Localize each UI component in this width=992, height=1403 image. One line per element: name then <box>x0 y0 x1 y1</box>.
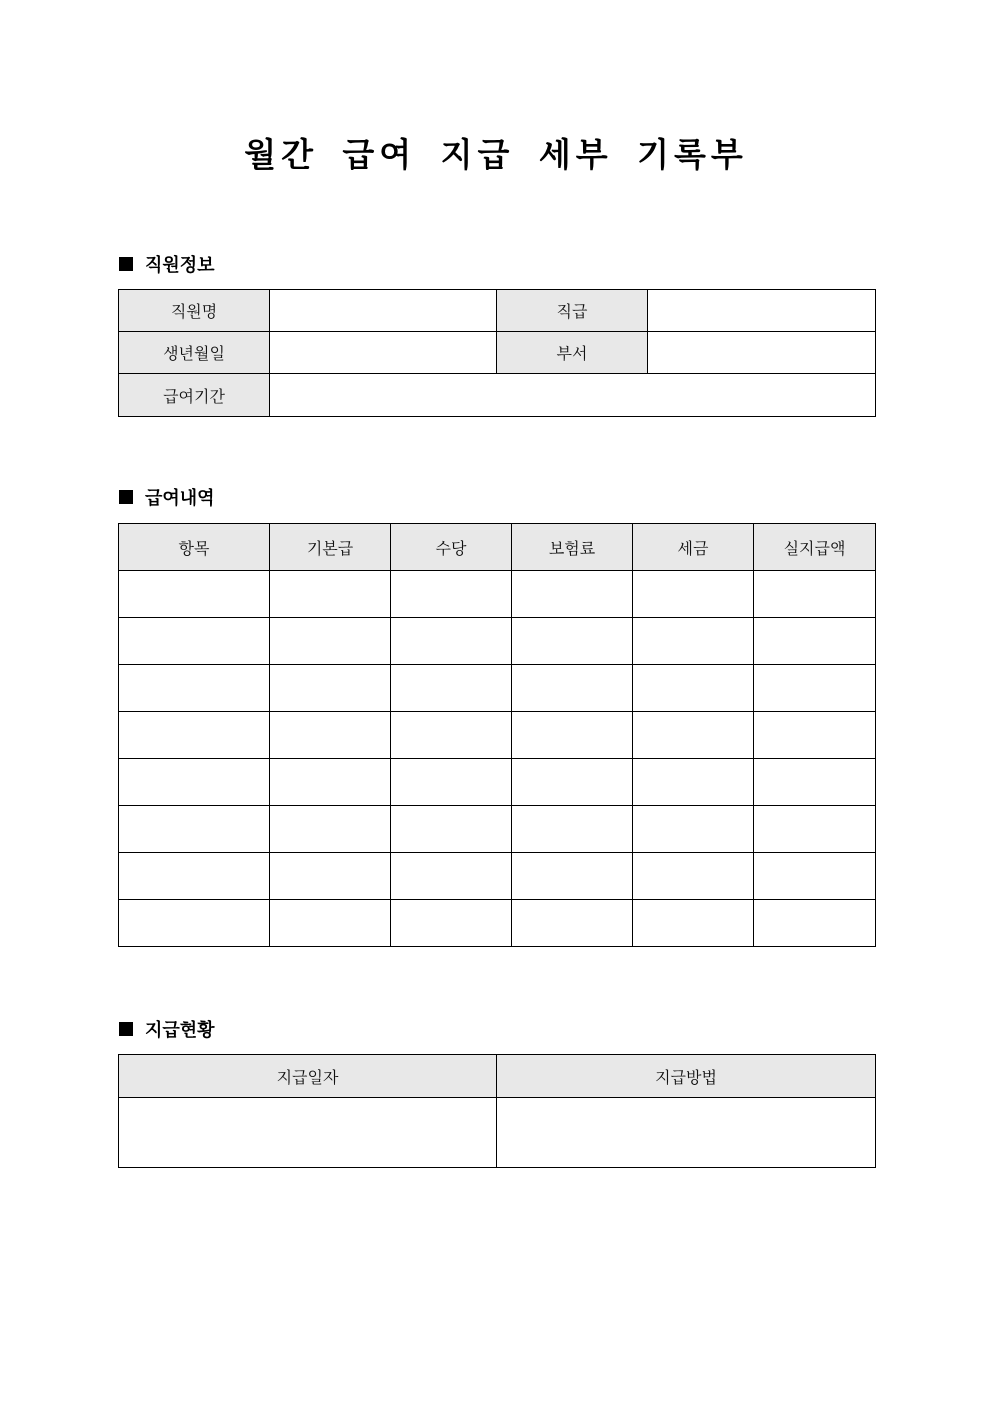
payment-status-heading-text: 지급현황 <box>145 1020 215 1041</box>
square-bullet-icon <box>119 257 133 271</box>
table-cell[interactable] <box>633 900 754 947</box>
table-row <box>119 665 876 712</box>
table-cell[interactable] <box>512 759 633 806</box>
table-cell[interactable] <box>270 665 391 712</box>
table-cell[interactable] <box>270 900 391 947</box>
table-cell[interactable] <box>119 806 270 853</box>
payment-status-header-row <box>119 1055 876 1098</box>
table-cell[interactable] <box>119 853 270 900</box>
table-cell[interactable] <box>633 712 754 759</box>
column-header-net-pay: 실지급액 <box>754 524 876 571</box>
table-cell[interactable] <box>270 759 391 806</box>
table-row <box>119 900 876 947</box>
table-cell[interactable] <box>391 618 512 665</box>
table-cell[interactable] <box>119 618 270 665</box>
column-header-insurance: 보험료 <box>512 524 633 571</box>
table-cell[interactable] <box>754 712 876 759</box>
table-row <box>119 853 876 900</box>
table-cell[interactable] <box>270 618 391 665</box>
pay-details-table <box>118 523 876 947</box>
column-header-base-pay: 기본급 <box>270 524 391 571</box>
position-value[interactable] <box>648 290 876 332</box>
employee-info-row-2 <box>119 332 876 374</box>
page-title: 월간 급여 지급 세부 기록부 <box>244 135 748 174</box>
payment-method-value[interactable] <box>497 1098 876 1168</box>
table-cell[interactable] <box>512 618 633 665</box>
table-cell[interactable] <box>754 665 876 712</box>
column-header-payment-date: 지급일자 <box>119 1055 497 1098</box>
table-cell[interactable] <box>633 665 754 712</box>
pay-details-heading-text: 급여내역 <box>145 488 215 509</box>
table-cell[interactable] <box>119 571 270 618</box>
table-cell[interactable] <box>391 712 512 759</box>
table-cell[interactable] <box>754 806 876 853</box>
table-cell[interactable] <box>512 900 633 947</box>
table-cell[interactable] <box>633 853 754 900</box>
table-cell[interactable] <box>119 665 270 712</box>
position-label: 직급 <box>497 290 648 332</box>
column-header-item: 항목 <box>119 524 270 571</box>
table-row <box>119 759 876 806</box>
table-cell[interactable] <box>633 618 754 665</box>
table-cell[interactable] <box>270 571 391 618</box>
employee-info-heading-text: 직원정보 <box>145 255 215 276</box>
birthdate-value[interactable] <box>270 332 497 374</box>
table-row <box>119 712 876 759</box>
name-label: 직원명 <box>119 290 270 332</box>
table-cell[interactable] <box>754 853 876 900</box>
table-cell[interactable] <box>512 806 633 853</box>
table-cell[interactable] <box>754 571 876 618</box>
table-cell[interactable] <box>512 853 633 900</box>
table-cell[interactable] <box>391 759 512 806</box>
column-header-allowance: 수당 <box>391 524 512 571</box>
table-cell[interactable] <box>391 806 512 853</box>
table-cell[interactable] <box>512 665 633 712</box>
pay-details-heading <box>119 485 215 509</box>
payment-status-table <box>118 1054 876 1168</box>
table-cell[interactable] <box>270 853 391 900</box>
table-cell[interactable] <box>119 712 270 759</box>
table-cell[interactable] <box>633 759 754 806</box>
birthdate-label: 생년월일 <box>119 332 270 374</box>
employee-info-table <box>118 289 876 417</box>
department-label: 부서 <box>497 332 648 374</box>
pay-period-value[interactable] <box>270 374 876 417</box>
table-cell[interactable] <box>270 712 391 759</box>
table-cell[interactable] <box>391 665 512 712</box>
table-cell[interactable] <box>270 806 391 853</box>
table-cell[interactable] <box>633 806 754 853</box>
table-cell[interactable] <box>633 571 754 618</box>
payment-date-value[interactable] <box>119 1098 497 1168</box>
table-row <box>119 571 876 618</box>
table-cell[interactable] <box>754 759 876 806</box>
table-row <box>119 806 876 853</box>
payment-status-heading <box>119 1017 215 1041</box>
employee-info-row-1 <box>119 290 876 332</box>
column-header-tax: 세금 <box>633 524 754 571</box>
name-value[interactable] <box>270 290 497 332</box>
employee-info-heading <box>119 252 215 276</box>
payment-status-row <box>119 1098 876 1168</box>
table-row <box>119 618 876 665</box>
pay-details-header-row <box>119 524 876 571</box>
square-bullet-icon <box>119 1022 133 1036</box>
table-cell[interactable] <box>512 571 633 618</box>
column-header-payment-method: 지급방법 <box>497 1055 876 1098</box>
table-cell[interactable] <box>391 571 512 618</box>
table-cell[interactable] <box>119 759 270 806</box>
square-bullet-icon <box>119 490 133 504</box>
table-cell[interactable] <box>391 900 512 947</box>
table-cell[interactable] <box>512 712 633 759</box>
table-cell[interactable] <box>119 900 270 947</box>
pay-period-label: 급여기간 <box>119 374 270 417</box>
department-value[interactable] <box>648 332 876 374</box>
employee-info-row-3 <box>119 374 876 417</box>
table-cell[interactable] <box>754 618 876 665</box>
table-cell[interactable] <box>754 900 876 947</box>
table-cell[interactable] <box>391 853 512 900</box>
